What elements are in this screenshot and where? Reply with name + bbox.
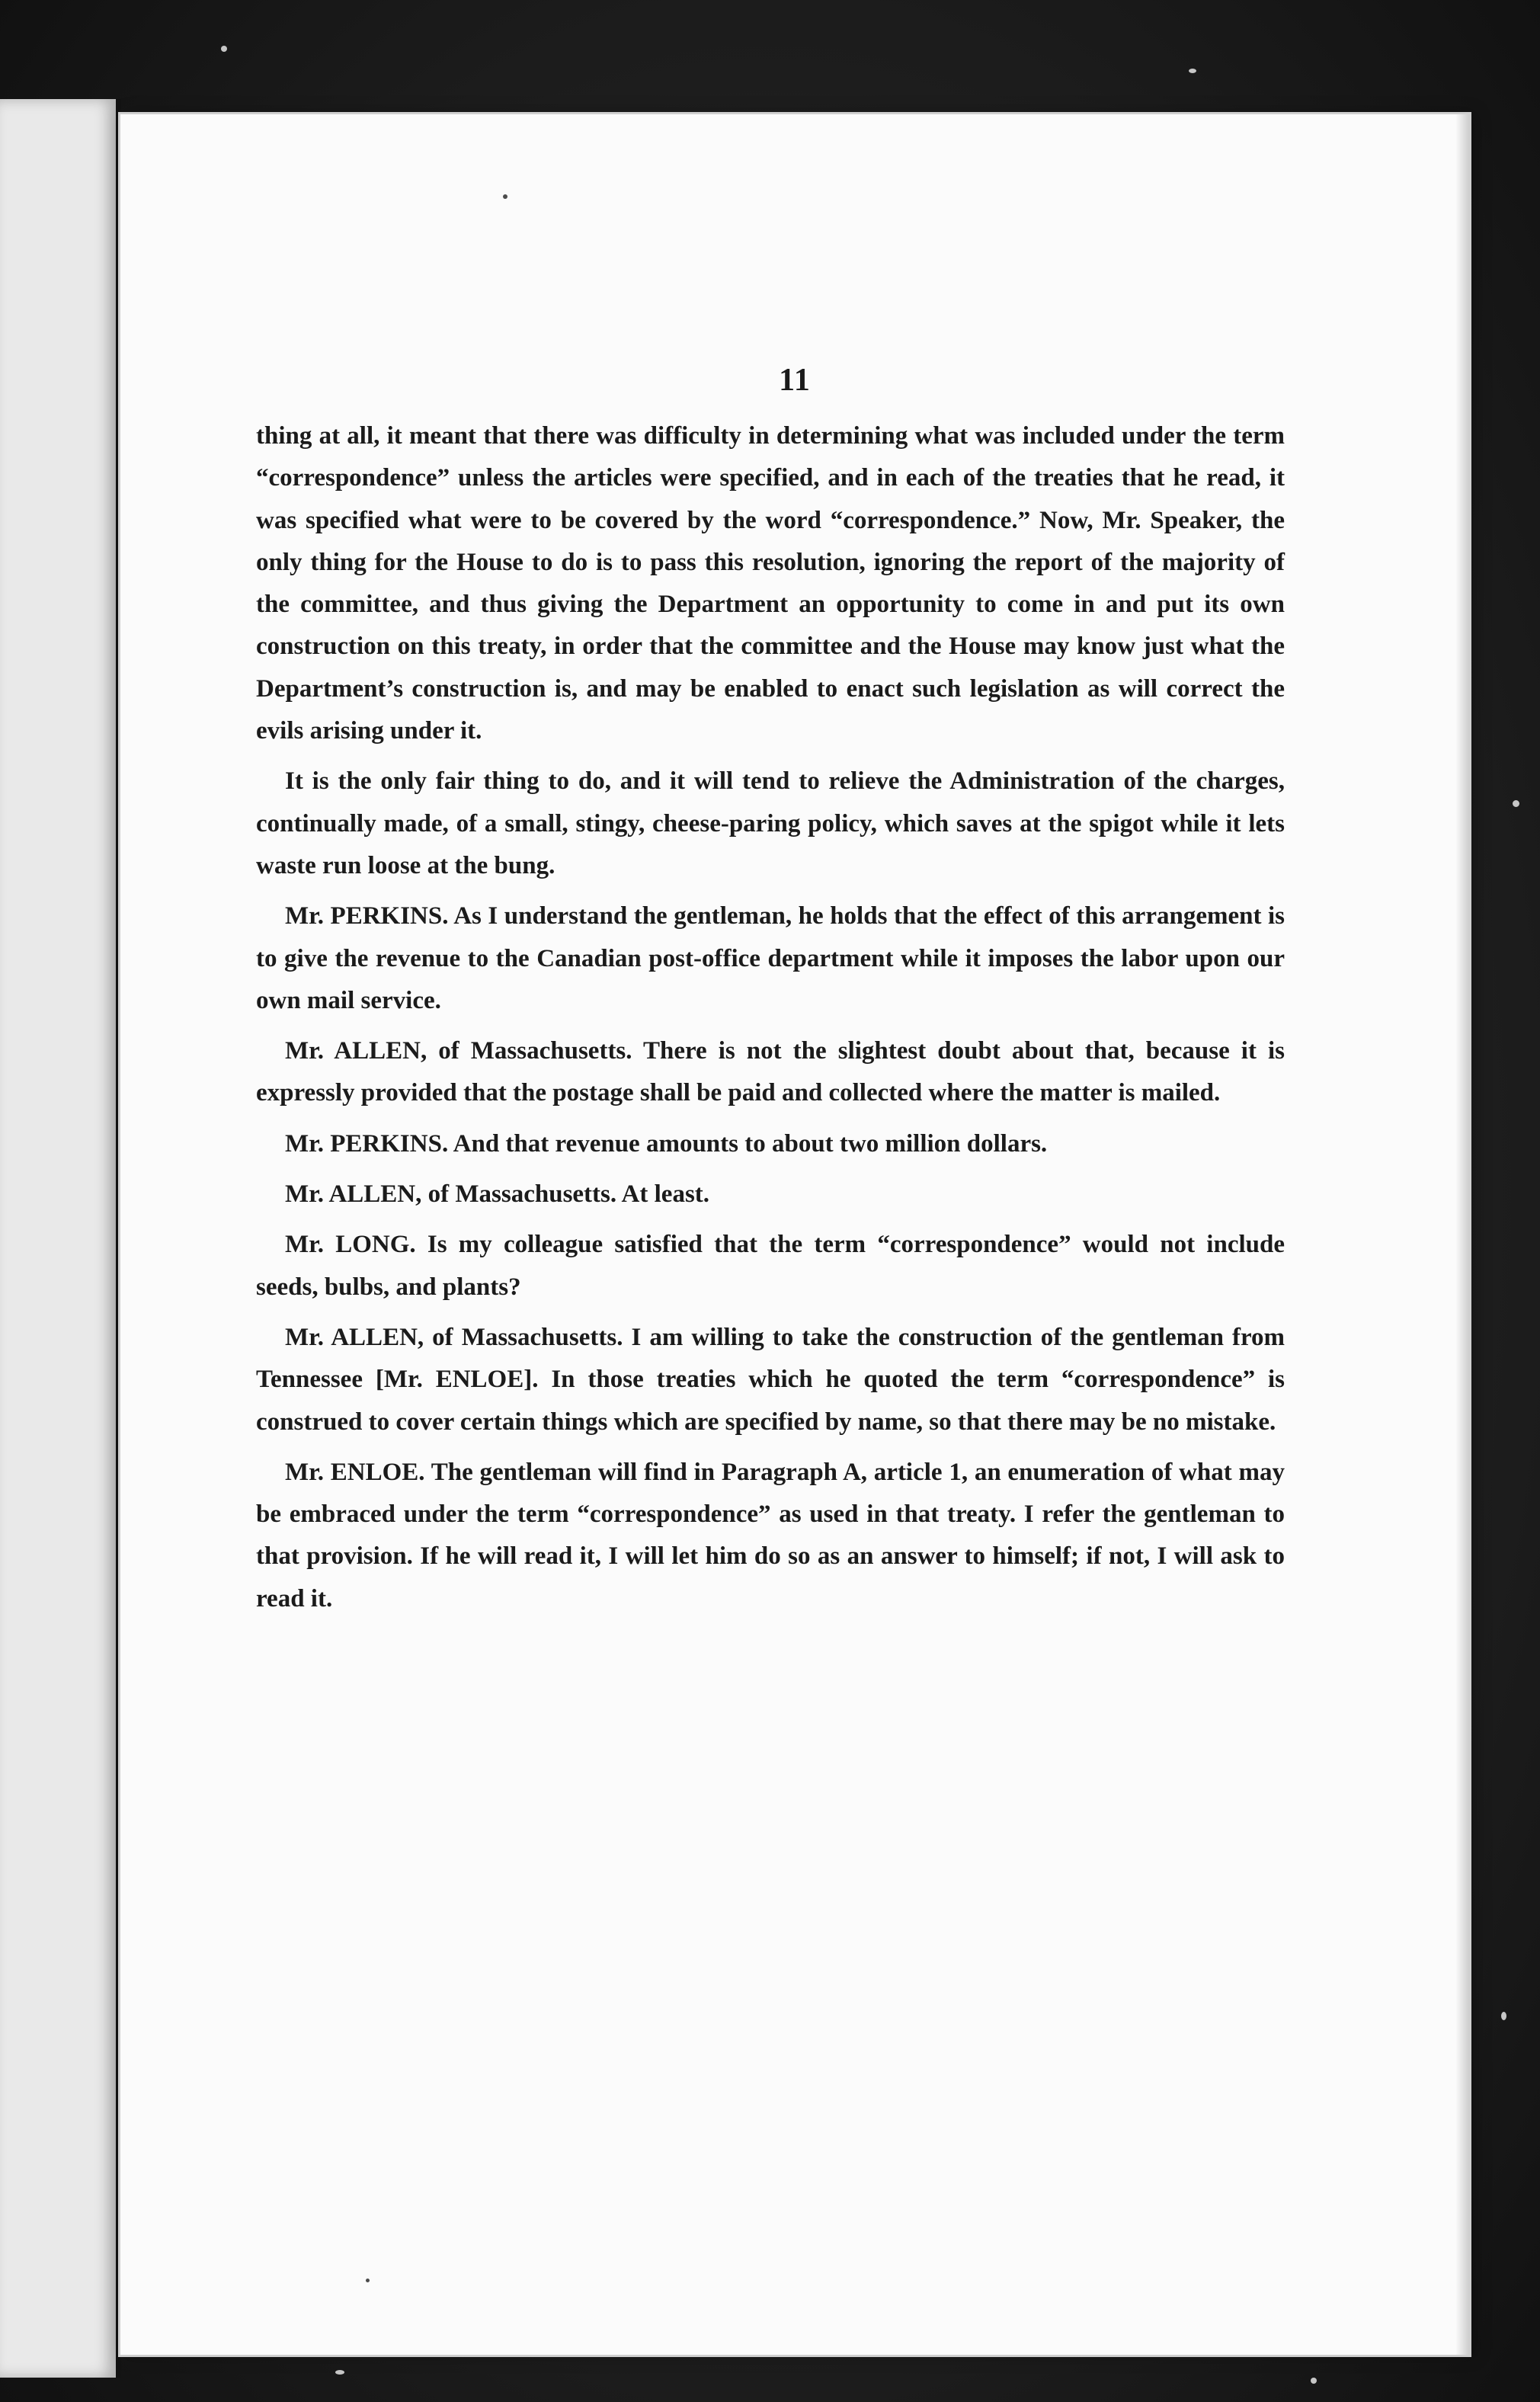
- film-speck: [366, 2279, 370, 2282]
- film-speck: [1311, 2378, 1317, 2384]
- facing-page-edge: [0, 99, 120, 2378]
- film-speck: [1189, 69, 1196, 73]
- paragraph-3: Mr. PERKINS. As I understand the gentleman, he holds that the effect of this arrangement is to give the revenue to the Canadian post-office department while it imposes the labor upon our own mail service.: [256, 902, 1285, 1014]
- page-edge-shadow: [1455, 114, 1469, 2355]
- film-speck: [1501, 2012, 1506, 2020]
- paragraph-8: Mr. ALLEN, of Massachusetts. I am willing to take the construction of the gentleman from Tennessee [Mr. ENLOE]. In those treaties which he quoted the term “correspondence” is construed to cover certain things which are specified by name, so that there may be no mistake.: [256, 1323, 1285, 1436]
- paragraph-2: It is the only fair thing to do, and it will tend to relieve the Administration of the charges, continually made, of a small, stingy, cheese-paring policy, which saves at the spigot while it lets waste run loose at the bung.: [256, 767, 1285, 879]
- paragraph-4: Mr. ALLEN, of Massachusetts. There is not the slightest doubt about that, because it is expressly provided that the postage shall be paid and collected where the matter is mailed.: [256, 1037, 1285, 1107]
- film-speck: [503, 194, 507, 199]
- paragraph-7: Mr. LONG. Is my colleague satisfied that the term “correspondence” would not include seeds, bulbs, and plants?: [256, 1231, 1285, 1301]
- paragraph-5: Mr. PERKINS. And that revenue amounts to about two million dollars.: [285, 1129, 1048, 1158]
- body-text: [256, 415, 1285, 1629]
- page-number: 11: [779, 363, 811, 398]
- paragraph-1: thing at all, it meant that there was difficulty in determining what was included under the term “correspondence” unless the articles were specified, and in each of the treaties that he read, it was specified what were to be covered by the word “correspondence.” Now, Mr. Speaker, the only thing for the House to do is to pass this resolution, ignoring the report of the majority of the committee, and thus giving the Department an opportunity to come in and put its own construction on this treaty, in order that the committee and the House may know just what the Department’s construction is, and may be enabled to enact such legislation as will correct the evils arising under it.: [256, 422, 1285, 745]
- paragraph-6: Mr. ALLEN, of Massachusetts. At least.: [285, 1180, 710, 1209]
- film-speck: [335, 2370, 344, 2375]
- document-page: [120, 114, 1469, 2355]
- paragraph-9: Mr. ENLOE. The gentleman will find in Paragraph A, article 1, an enumeration of what may be embraced under the term “correspondence” as used in that treaty. I refer the gentleman to that provision. If he will read it, I will let him do so as an answer to himself; if not, I will ask to read it.: [256, 1458, 1285, 1613]
- film-speck: [1513, 800, 1519, 807]
- film-speck: [221, 46, 227, 52]
